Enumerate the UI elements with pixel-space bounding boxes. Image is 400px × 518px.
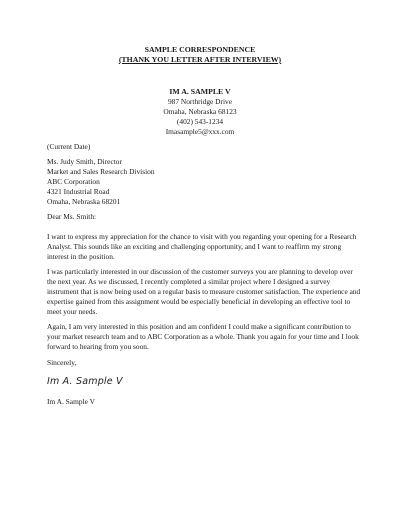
sender-street: 987 Northridge Drive: [167, 97, 233, 106]
document-title: SAMPLE CORRESPONDENCE: [144, 45, 256, 54]
recipient-company: ABC Corporation: [47, 177, 100, 186]
recipient-street: 4321 Industrial Road: [47, 187, 110, 196]
recipient-address: [47, 157, 363, 207]
sender-email: Imasample5@xxx.com: [165, 127, 235, 136]
sender-name: IM A. SAMPLE V: [169, 87, 231, 96]
recipient-city: Omaha, Nebraska 68201: [47, 197, 121, 206]
salutation: Dear Ms. Smith:: [47, 212, 97, 221]
body-paragraph-1: I want to express my appreciation for the chance to visit with you regarding your opening for a Research Analyst. This sounds like an exciting and challenging opportunity, and I want to reaffirm my strong interest in the position.: [47, 232, 357, 261]
typed-name: Im A. Sample V: [47, 397, 95, 406]
document-subtitle: (THANK YOU LETTER AFTER INTERVIEW): [118, 55, 282, 64]
sender-phone: (402) 543-1234: [176, 117, 224, 126]
letter-date: (Current Date): [47, 142, 91, 151]
body-paragraph-2: I was particularly interested in our discussion of the customer surveys you are planning to develop over the next year. As we discussed, I recently completed a similar project where I designed a survey instrument that is now being used on a regular basis to measure customer satisfaction. The experience and expertise gained from this assignment would be especially beneficial in developing an effective tool to meet your needs.: [47, 267, 361, 316]
sender-city: Omaha, Nebraska 68123: [163, 107, 237, 116]
recipient-department: Market and Sales Research Division: [47, 167, 155, 176]
handwritten-signature: Im A. Sample V: [47, 376, 123, 387]
recipient-name-title: Ms. Judy Smith, Director: [47, 157, 122, 166]
closing: Sincerely,: [47, 358, 77, 367]
body-paragraph-3: Again, I am very interested in this position and am confident I could make a significant contribution to your market research team and to ABC Corporation as a whole. Thank you again for your time and I look forward to hearing from you soon.: [47, 322, 359, 351]
